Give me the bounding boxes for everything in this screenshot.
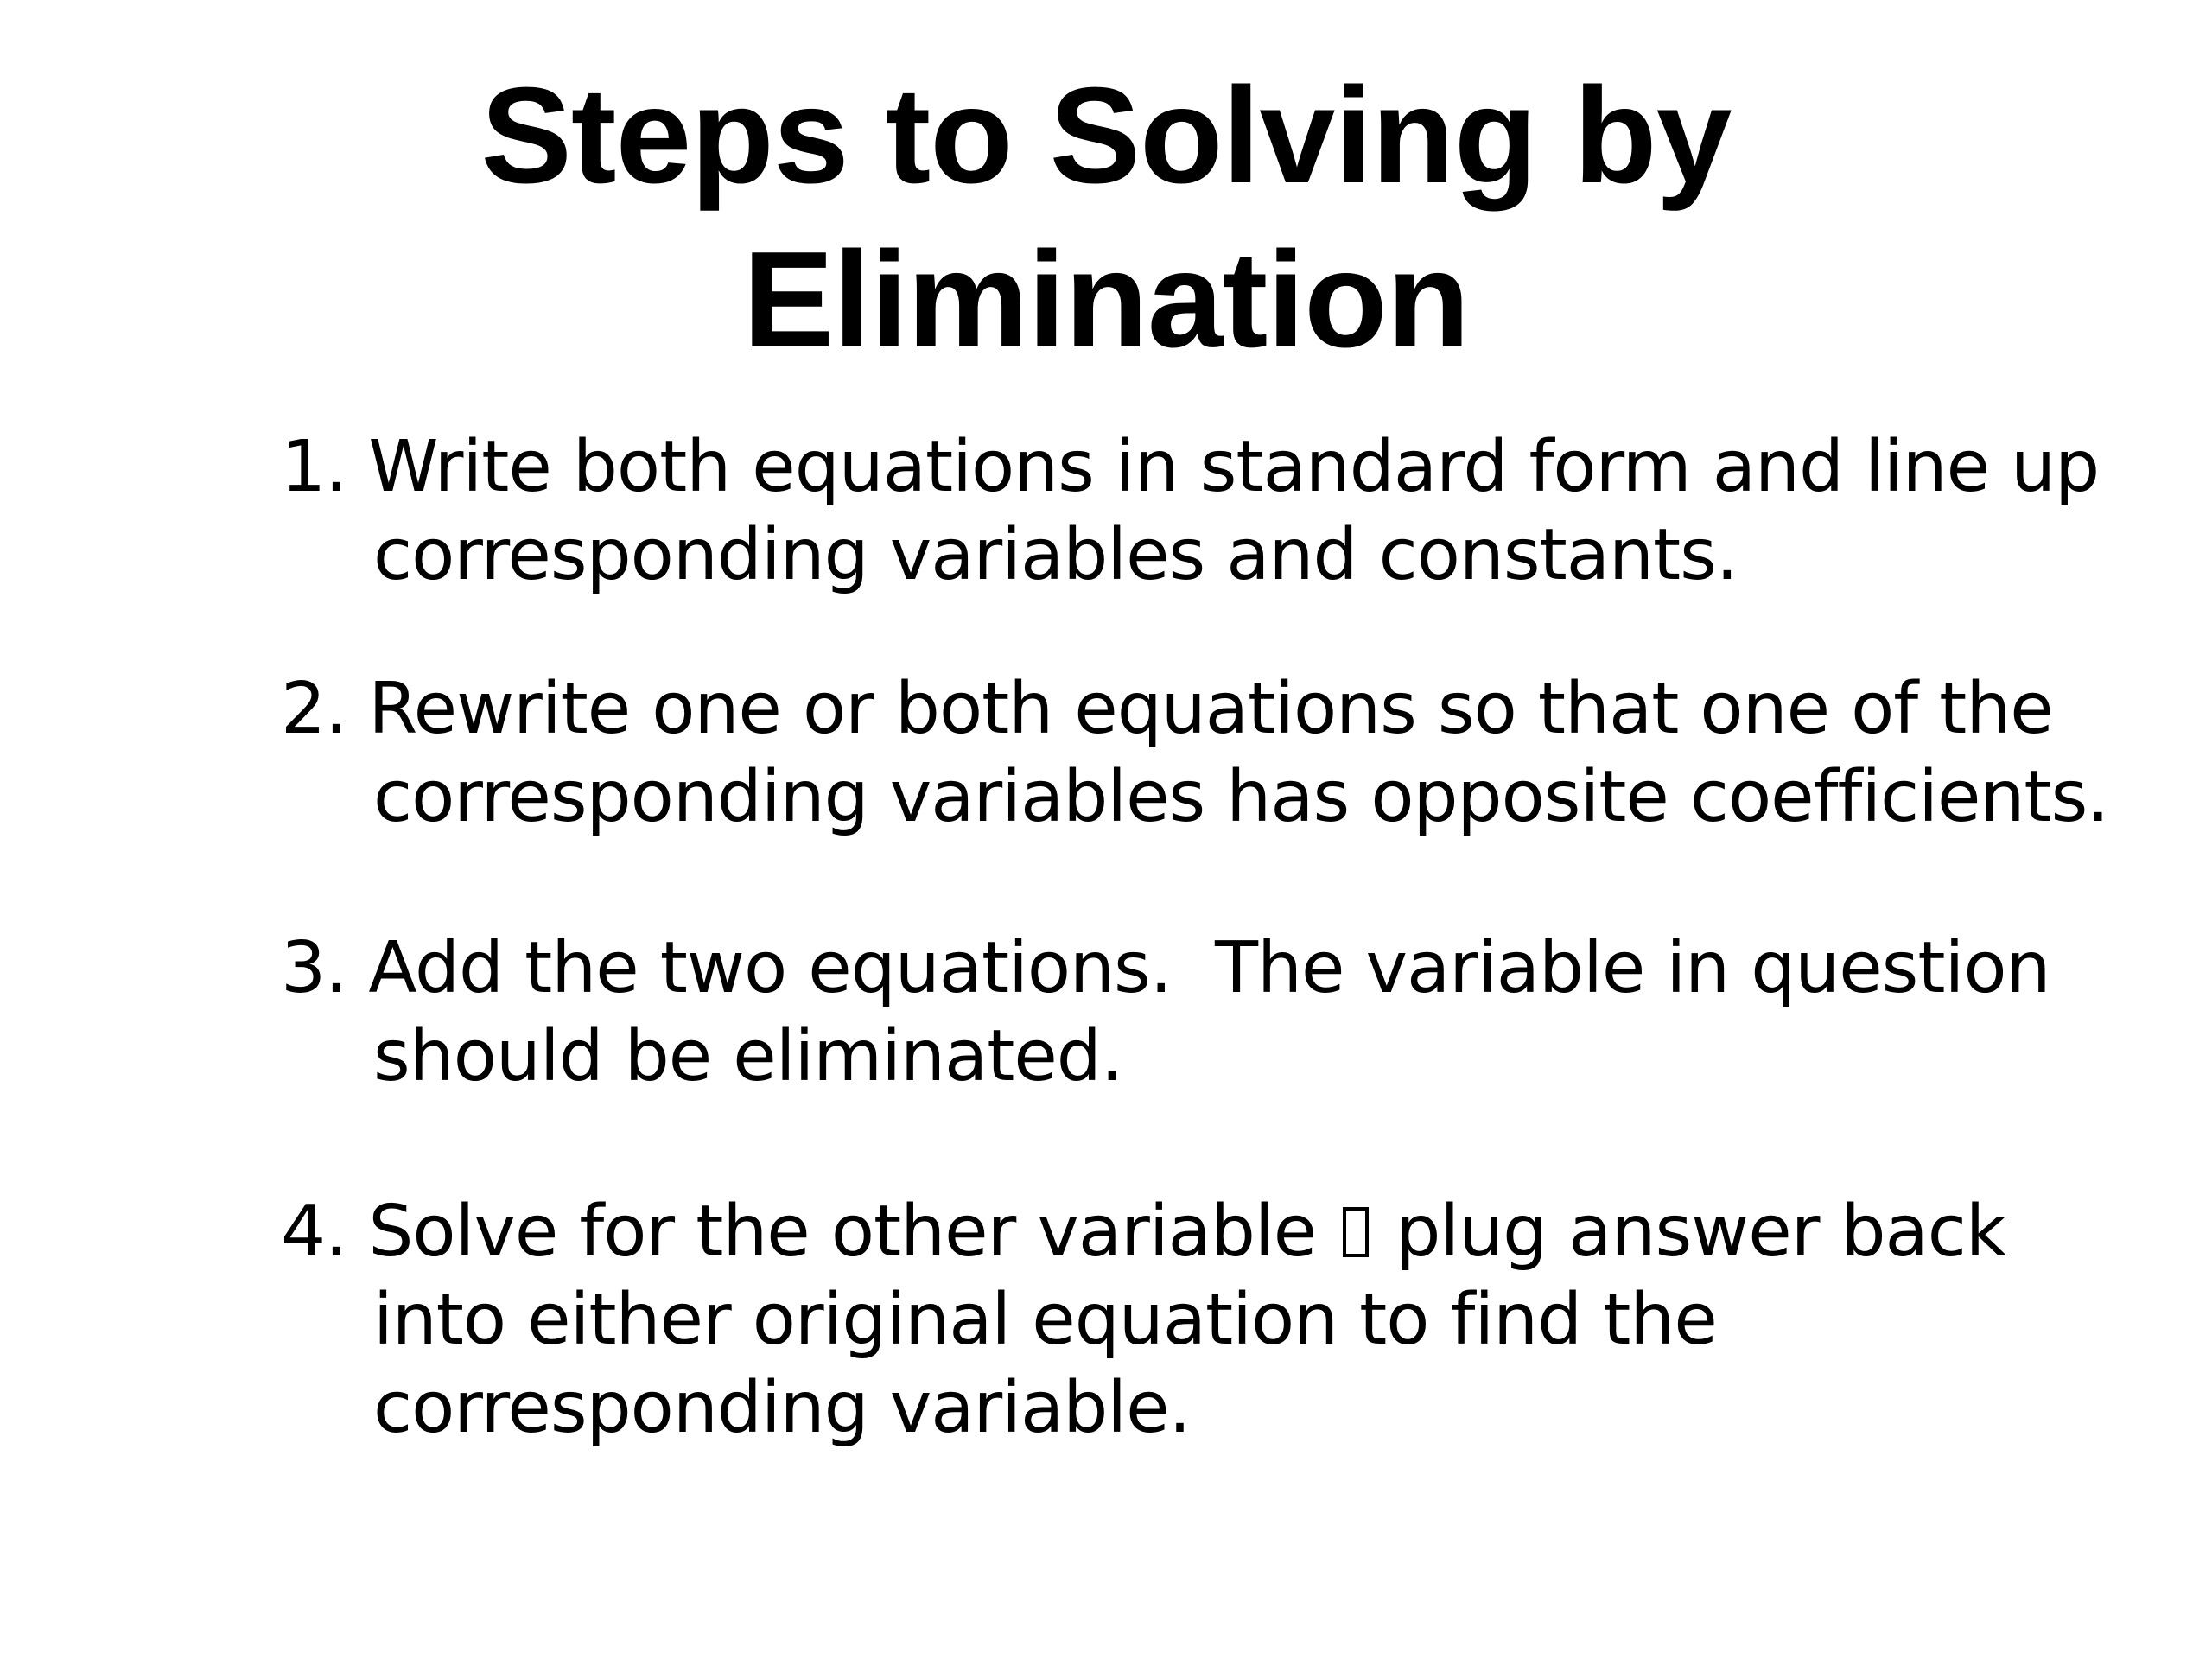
step-text-after: plug answer back into either original equation to find the corresponding variable. <box>373 1191 2006 1449</box>
step-text: Rewrite one or both equations so that one of the corresponding variables has opposite coefficients. <box>368 668 2109 838</box>
slide-title <box>0 54 2212 382</box>
step-item-3 <box>281 925 2139 1101</box>
step-number: 4. <box>281 1191 347 1273</box>
step-text-before: Solve for the other variable <box>368 1191 1317 1273</box>
step-number: 3. <box>281 927 347 1009</box>
step-number: 1. <box>281 426 347 508</box>
step-item-1 <box>281 423 2139 600</box>
title-line-1: Steps to Solving by <box>480 60 1732 212</box>
step-item-2 <box>281 665 2139 842</box>
step-text: Write both equations in standard form and line up corresponding variables and constants. <box>368 426 2100 596</box>
step-number: 2. <box>281 668 347 750</box>
step-text: Add the two equations. The variable in question should be eliminated. <box>368 927 2072 1097</box>
missing-glyph-box-icon <box>1343 1207 1369 1257</box>
step-item-4 <box>281 1188 2139 1452</box>
title-line-2: Elimination <box>742 224 1470 376</box>
